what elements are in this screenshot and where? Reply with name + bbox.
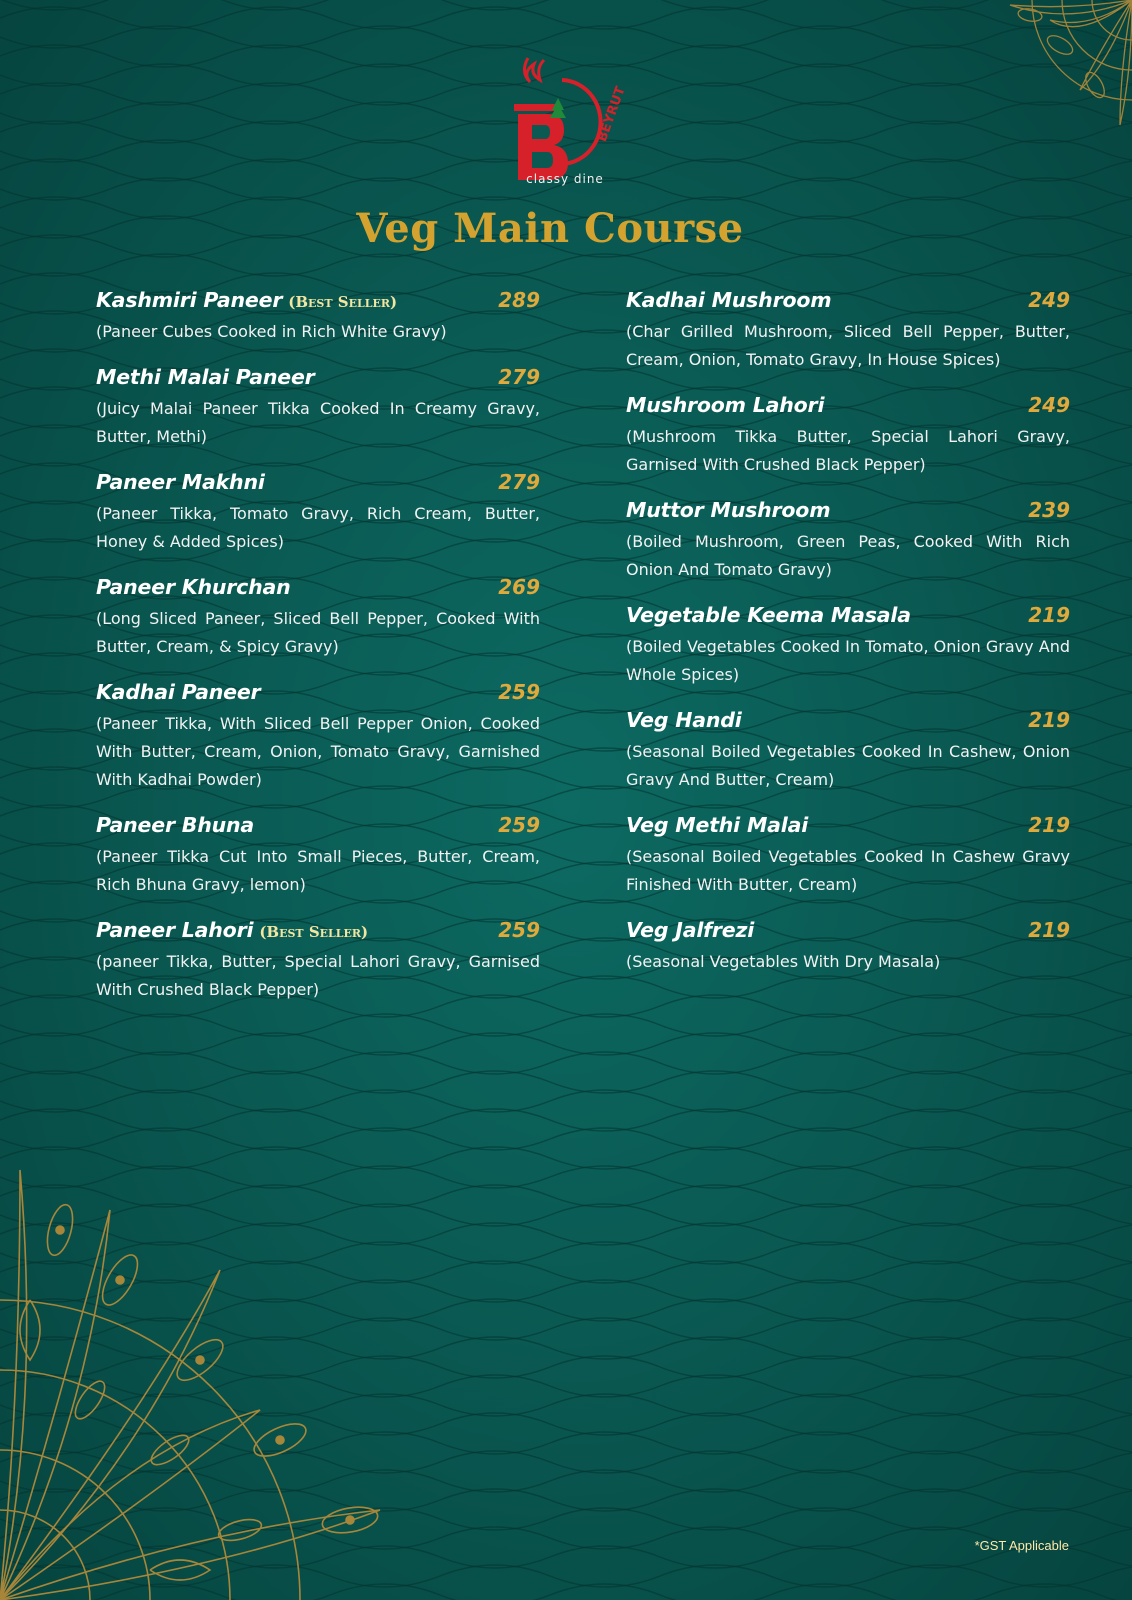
menu-column-left <box>96 288 540 1023</box>
menu-item-header <box>626 603 1070 631</box>
menu-item-header <box>626 288 1070 316</box>
menu-item-price: 259 <box>498 680 540 704</box>
menu-item-description: (Seasonal Vegetables With Dry Masala) <box>626 952 941 971</box>
menu-item <box>96 575 540 661</box>
menu-item-description: (Long Sliced Paneer, Sliced Bell Pepper, Cooked With Butter, Cream, & Spicy Gravy) <box>96 609 540 656</box>
page-title: Veg Main Course <box>356 205 744 252</box>
menu-item-header <box>96 680 540 708</box>
menu-item-name: Paneer Bhuna <box>96 813 255 837</box>
menu-item <box>626 813 1070 899</box>
svg-text:BEYRUT: BEYRUT <box>594 84 629 144</box>
menu-item-name: Kashmiri Paneer <box>96 288 283 312</box>
menu-item-description: (Mushroom Tikka Butter, Special Lahori Gravy, Garnised With Crushed Black Pepper) <box>626 427 1070 474</box>
menu-item-price: 259 <box>498 918 540 942</box>
menu-item-description: (Boiled Mushroom, Green Peas, Cooked With Rich Onion And Tomato Gravy) <box>626 532 1070 579</box>
menu-item <box>626 498 1070 584</box>
menu-item-price: 279 <box>498 470 540 494</box>
mandala-ornament-top-right <box>990 0 1132 135</box>
menu-item-price: 239 <box>1028 498 1070 522</box>
menu-item-header <box>96 918 540 946</box>
menu-item <box>96 680 540 794</box>
menu-item-header <box>96 365 540 393</box>
menu-item-header <box>96 470 540 498</box>
menu-item-header <box>626 708 1070 736</box>
menu-item <box>96 813 540 899</box>
menu-item-name: Veg Handi <box>626 708 742 732</box>
menu-item-price: 219 <box>1028 813 1070 837</box>
menu-item-name: Veg Jalfrezi <box>626 918 755 942</box>
menu-item-price: 249 <box>1028 288 1070 312</box>
menu-item-header <box>626 498 1070 526</box>
menu-item-header <box>96 575 540 603</box>
brand-tagline: classy dine <box>526 172 604 186</box>
menu-item-name: Paneer Lahori <box>96 918 254 942</box>
menu-item-price: 219 <box>1028 708 1070 732</box>
menu-item <box>626 393 1070 479</box>
best-seller-badge: (Best Seller) <box>288 293 398 311</box>
menu-item-header <box>626 918 1070 946</box>
menu-item-header <box>96 288 540 316</box>
menu-item <box>96 288 540 346</box>
menu-item-name: Muttor Mushroom <box>626 498 831 522</box>
menu-item-price: 219 <box>1028 603 1070 627</box>
menu-item-header <box>96 813 540 841</box>
menu-item-name: Vegetable Keema Masala <box>626 603 911 627</box>
menu-item-description: (Seasonal Boiled Vegetables Cooked In Cashew, Onion Gravy And Butter, Cream) <box>626 742 1070 789</box>
menu-item-price: 279 <box>498 365 540 389</box>
gst-note: *GST Applicable <box>974 1538 1069 1553</box>
menu-item <box>626 603 1070 689</box>
menu-item-description: (Seasonal Boiled Vegetables Cooked In Cashew Gravy Finished With Butter, Cream) <box>626 847 1070 894</box>
menu-item-name: Methi Malai Paneer <box>96 365 315 389</box>
menu-item-description: (Paneer Tikka, Tomato Gravy, Rich Cream, Butter, Honey & Added Spices) <box>96 504 540 551</box>
menu-item-name: Kadhai Paneer <box>96 680 261 704</box>
menu-item-price: 259 <box>498 813 540 837</box>
menu-item-price: 289 <box>498 288 540 312</box>
menu-item-description: (Juicy Malai Paneer Tikka Cooked In Creamy Gravy, Butter, Methi) <box>96 399 540 446</box>
menu-item-description: (Paneer Tikka Cut Into Small Pieces, Butter, Cream, Rich Bhuna Gravy, lemon) <box>96 847 540 894</box>
menu-item-description: (Boiled Vegetables Cooked In Tomato, Onion Gravy And Whole Spices) <box>626 637 1070 684</box>
menu-item <box>96 365 540 451</box>
menu-item-name: Paneer Makhni <box>96 470 265 494</box>
best-seller-badge: (Best Seller) <box>259 923 369 941</box>
menu-item <box>626 918 1070 976</box>
menu-item-price: 219 <box>1028 918 1070 942</box>
menu-item <box>96 470 540 556</box>
menu-item <box>626 288 1070 374</box>
menu-item-header <box>626 393 1070 421</box>
menu-item <box>96 918 540 1004</box>
menu-item <box>626 708 1070 794</box>
mandala-ornament-bottom-left <box>0 1150 440 1600</box>
menu-item-header <box>626 813 1070 841</box>
wave-line <box>0 0 1132 10</box>
menu-item-description: (paneer Tikka, Butter, Special Lahori Gravy, Garnised With Crushed Black Pepper) <box>96 952 540 999</box>
menu-column-right <box>626 288 1070 995</box>
menu-item-price: 269 <box>498 575 540 599</box>
menu-item-name: Mushroom Lahori <box>626 393 825 417</box>
menu-item-price: 249 <box>1028 393 1070 417</box>
menu-item-name: Paneer Khurchan <box>96 575 291 599</box>
menu-item-name: Veg Methi Malai <box>626 813 809 837</box>
menu-item-description: (Paneer Tikka, With Sliced Bell Pepper Onion, Cooked With Butter, Cream, Onion, Tomato Gravy, Garnished With Kadhai Powder) <box>96 714 540 789</box>
menu-item-description: (Paneer Cubes Cooked in Rich White Gravy) <box>96 322 447 341</box>
menu-item-description: (Char Grilled Mushroom, Sliced Bell Pepper, Butter, Cream, Onion, Tomato Gravy, In House Spices) <box>626 322 1070 369</box>
menu-item-name: Kadhai Mushroom <box>626 288 832 312</box>
